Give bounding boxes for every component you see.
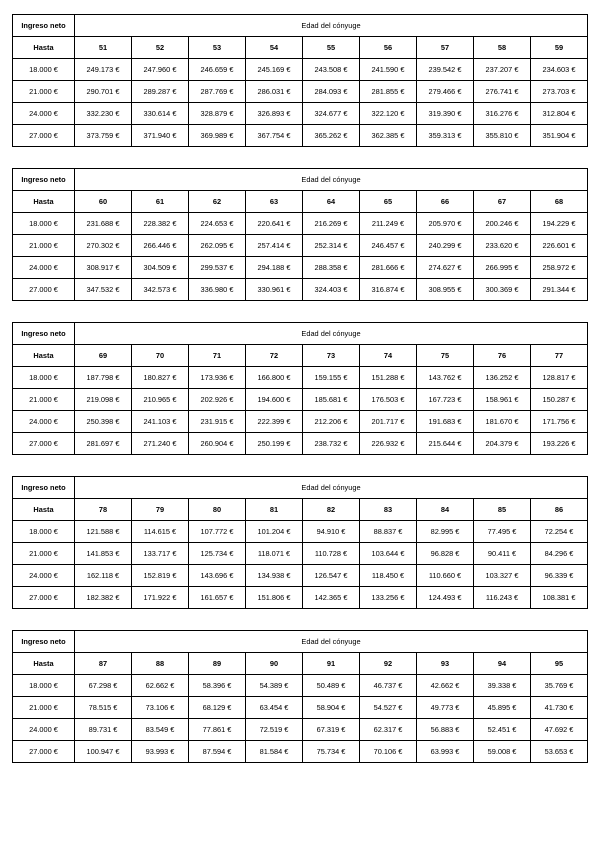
table-row	[13, 125, 588, 147]
income-header: Ingreso neto	[13, 477, 75, 499]
value-cell: 58.904 €	[303, 697, 360, 719]
value-cell: 326.893 €	[246, 103, 303, 125]
value-cell: 136.252 €	[474, 367, 531, 389]
value-cell: 114.615 €	[132, 521, 189, 543]
value-cell: 187.798 €	[75, 367, 132, 389]
value-cell: 245.169 €	[246, 59, 303, 81]
annuity-table	[12, 322, 588, 455]
value-cell: 249.173 €	[75, 59, 132, 81]
age-column-header: 80	[189, 499, 246, 521]
age-column-header: 54	[246, 37, 303, 59]
income-cell: 18.000 €	[13, 521, 75, 543]
value-cell: 87.594 €	[189, 741, 246, 763]
age-column-header: 58	[474, 37, 531, 59]
value-cell: 193.226 €	[531, 433, 588, 455]
hasta-header: Hasta	[13, 653, 75, 675]
value-cell: 167.723 €	[417, 389, 474, 411]
income-header: Ingreso neto	[13, 169, 75, 191]
value-cell: 324.677 €	[303, 103, 360, 125]
value-cell: 332.230 €	[75, 103, 132, 125]
value-cell: 77.861 €	[189, 719, 246, 741]
value-cell: 58.396 €	[189, 675, 246, 697]
table-row	[13, 389, 588, 411]
value-cell: 100.947 €	[75, 741, 132, 763]
value-cell: 210.965 €	[132, 389, 189, 411]
value-cell: 324.403 €	[303, 279, 360, 301]
value-cell: 96.828 €	[417, 543, 474, 565]
table-row	[13, 59, 588, 81]
age-column-header: 89	[189, 653, 246, 675]
age-column-header: 82	[303, 499, 360, 521]
value-cell: 101.204 €	[246, 521, 303, 543]
value-cell: 83.549 €	[132, 719, 189, 741]
value-cell: 108.381 €	[531, 587, 588, 609]
age-column-header: 92	[360, 653, 417, 675]
table-header-row	[13, 169, 588, 191]
value-cell: 231.688 €	[75, 213, 132, 235]
age-column-header: 85	[474, 499, 531, 521]
tables-container	[12, 14, 588, 763]
value-cell: 270.302 €	[75, 235, 132, 257]
value-cell: 150.287 €	[531, 389, 588, 411]
value-cell: 215.644 €	[417, 433, 474, 455]
value-cell: 201.717 €	[360, 411, 417, 433]
value-cell: 281.697 €	[75, 433, 132, 455]
value-cell: 266.995 €	[474, 257, 531, 279]
value-cell: 257.414 €	[246, 235, 303, 257]
age-column-header: 75	[417, 345, 474, 367]
value-cell: 355.810 €	[474, 125, 531, 147]
value-cell: 73.106 €	[132, 697, 189, 719]
hasta-header: Hasta	[13, 345, 75, 367]
value-cell: 90.411 €	[474, 543, 531, 565]
income-cell: 18.000 €	[13, 213, 75, 235]
value-cell: 194.600 €	[246, 389, 303, 411]
value-cell: 284.093 €	[303, 81, 360, 103]
table-subheader-row	[13, 191, 588, 213]
income-cell: 24.000 €	[13, 411, 75, 433]
value-cell: 47.692 €	[531, 719, 588, 741]
value-cell: 118.450 €	[360, 565, 417, 587]
value-cell: 49.773 €	[417, 697, 474, 719]
table-subheader-row	[13, 345, 588, 367]
table-row	[13, 741, 588, 763]
value-cell: 107.772 €	[189, 521, 246, 543]
age-column-header: 55	[303, 37, 360, 59]
value-cell: 143.762 €	[417, 367, 474, 389]
value-cell: 347.532 €	[75, 279, 132, 301]
value-cell: 128.817 €	[531, 367, 588, 389]
value-cell: 260.904 €	[189, 433, 246, 455]
value-cell: 121.588 €	[75, 521, 132, 543]
value-cell: 161.657 €	[189, 587, 246, 609]
age-column-header: 88	[132, 653, 189, 675]
age-column-header: 66	[417, 191, 474, 213]
income-header: Ingreso neto	[13, 323, 75, 345]
age-column-header: 93	[417, 653, 474, 675]
value-cell: 54.527 €	[360, 697, 417, 719]
age-column-header: 83	[360, 499, 417, 521]
value-cell: 81.584 €	[246, 741, 303, 763]
value-cell: 89.731 €	[75, 719, 132, 741]
value-cell: 110.660 €	[417, 565, 474, 587]
value-cell: 54.389 €	[246, 675, 303, 697]
income-cell: 24.000 €	[13, 257, 75, 279]
table-row	[13, 367, 588, 389]
value-cell: 281.855 €	[360, 81, 417, 103]
annuity-table	[12, 14, 588, 147]
value-cell: 367.754 €	[246, 125, 303, 147]
age-column-header: 87	[75, 653, 132, 675]
value-cell: 373.759 €	[75, 125, 132, 147]
table-row	[13, 697, 588, 719]
value-cell: 173.936 €	[189, 367, 246, 389]
value-cell: 124.493 €	[417, 587, 474, 609]
value-cell: 53.653 €	[531, 741, 588, 763]
income-cell: 18.000 €	[13, 59, 75, 81]
value-cell: 231.915 €	[189, 411, 246, 433]
income-cell: 27.000 €	[13, 279, 75, 301]
value-cell: 133.256 €	[360, 587, 417, 609]
age-column-header: 73	[303, 345, 360, 367]
table-row	[13, 411, 588, 433]
age-column-header: 69	[75, 345, 132, 367]
value-cell: 336.980 €	[189, 279, 246, 301]
value-cell: 330.961 €	[246, 279, 303, 301]
value-cell: 316.874 €	[360, 279, 417, 301]
income-cell: 27.000 €	[13, 125, 75, 147]
value-cell: 82.995 €	[417, 521, 474, 543]
value-cell: 351.904 €	[531, 125, 588, 147]
value-cell: 52.451 €	[474, 719, 531, 741]
value-cell: 216.269 €	[303, 213, 360, 235]
table-row	[13, 433, 588, 455]
age-column-header: 65	[360, 191, 417, 213]
value-cell: 159.155 €	[303, 367, 360, 389]
value-cell: 70.106 €	[360, 741, 417, 763]
value-cell: 152.819 €	[132, 565, 189, 587]
table-header-row	[13, 631, 588, 653]
value-cell: 211.249 €	[360, 213, 417, 235]
value-cell: 290.701 €	[75, 81, 132, 103]
income-cell: 21.000 €	[13, 81, 75, 103]
hasta-header: Hasta	[13, 191, 75, 213]
value-cell: 182.382 €	[75, 587, 132, 609]
table-row	[13, 257, 588, 279]
table-row	[13, 675, 588, 697]
age-column-header: 74	[360, 345, 417, 367]
value-cell: 316.276 €	[474, 103, 531, 125]
value-cell: 288.358 €	[303, 257, 360, 279]
value-cell: 241.590 €	[360, 59, 417, 81]
value-cell: 226.932 €	[360, 433, 417, 455]
value-cell: 72.519 €	[246, 719, 303, 741]
table-row	[13, 587, 588, 609]
value-cell: 300.369 €	[474, 279, 531, 301]
value-cell: 78.515 €	[75, 697, 132, 719]
value-cell: 93.993 €	[132, 741, 189, 763]
table-row	[13, 719, 588, 741]
value-cell: 273.703 €	[531, 81, 588, 103]
table-header-row	[13, 15, 588, 37]
value-cell: 143.696 €	[189, 565, 246, 587]
value-cell: 212.206 €	[303, 411, 360, 433]
value-cell: 287.769 €	[189, 81, 246, 103]
value-cell: 289.287 €	[132, 81, 189, 103]
value-cell: 226.601 €	[531, 235, 588, 257]
value-cell: 103.644 €	[360, 543, 417, 565]
value-cell: 72.254 €	[531, 521, 588, 543]
value-cell: 241.103 €	[132, 411, 189, 433]
age-column-header: 67	[474, 191, 531, 213]
table-row	[13, 565, 588, 587]
value-cell: 319.390 €	[417, 103, 474, 125]
value-cell: 41.730 €	[531, 697, 588, 719]
income-cell: 18.000 €	[13, 675, 75, 697]
table-row	[13, 521, 588, 543]
value-cell: 205.970 €	[417, 213, 474, 235]
value-cell: 294.188 €	[246, 257, 303, 279]
age-column-header: 60	[75, 191, 132, 213]
table-row	[13, 235, 588, 257]
income-cell: 27.000 €	[13, 741, 75, 763]
age-column-header: 90	[246, 653, 303, 675]
value-cell: 77.495 €	[474, 521, 531, 543]
value-cell: 330.614 €	[132, 103, 189, 125]
value-cell: 63.993 €	[417, 741, 474, 763]
value-cell: 200.246 €	[474, 213, 531, 235]
value-cell: 96.339 €	[531, 565, 588, 587]
age-column-header: 53	[189, 37, 246, 59]
value-cell: 262.095 €	[189, 235, 246, 257]
age-column-header: 70	[132, 345, 189, 367]
table-row	[13, 543, 588, 565]
value-cell: 62.662 €	[132, 675, 189, 697]
value-cell: 202.926 €	[189, 389, 246, 411]
value-cell: 191.683 €	[417, 411, 474, 433]
value-cell: 118.071 €	[246, 543, 303, 565]
value-cell: 171.922 €	[132, 587, 189, 609]
spouse-age-header: Edad del cónyuge	[75, 169, 588, 191]
value-cell: 110.728 €	[303, 543, 360, 565]
age-column-header: 63	[246, 191, 303, 213]
age-column-header: 72	[246, 345, 303, 367]
income-cell: 18.000 €	[13, 367, 75, 389]
value-cell: 39.338 €	[474, 675, 531, 697]
table-header-row	[13, 477, 588, 499]
table-header-row	[13, 323, 588, 345]
value-cell: 67.319 €	[303, 719, 360, 741]
age-column-header: 52	[132, 37, 189, 59]
value-cell: 103.327 €	[474, 565, 531, 587]
value-cell: 63.454 €	[246, 697, 303, 719]
age-column-header: 59	[531, 37, 588, 59]
value-cell: 194.229 €	[531, 213, 588, 235]
annuity-table	[12, 476, 588, 609]
table-subheader-row	[13, 499, 588, 521]
table-row	[13, 279, 588, 301]
value-cell: 204.379 €	[474, 433, 531, 455]
value-cell: 180.827 €	[132, 367, 189, 389]
spouse-age-header: Edad del cónyuge	[75, 323, 588, 345]
value-cell: 94.910 €	[303, 521, 360, 543]
value-cell: 362.385 €	[360, 125, 417, 147]
value-cell: 151.806 €	[246, 587, 303, 609]
income-cell: 24.000 €	[13, 719, 75, 741]
value-cell: 281.666 €	[360, 257, 417, 279]
spouse-age-header: Edad del cónyuge	[75, 631, 588, 653]
value-cell: 328.879 €	[189, 103, 246, 125]
value-cell: 62.317 €	[360, 719, 417, 741]
value-cell: 246.659 €	[189, 59, 246, 81]
value-cell: 233.620 €	[474, 235, 531, 257]
age-column-header: 94	[474, 653, 531, 675]
value-cell: 125.734 €	[189, 543, 246, 565]
age-column-header: 91	[303, 653, 360, 675]
value-cell: 304.509 €	[132, 257, 189, 279]
age-column-header: 57	[417, 37, 474, 59]
table-row	[13, 81, 588, 103]
table-row	[13, 213, 588, 235]
value-cell: 359.313 €	[417, 125, 474, 147]
value-cell: 45.895 €	[474, 697, 531, 719]
value-cell: 271.240 €	[132, 433, 189, 455]
age-column-header: 78	[75, 499, 132, 521]
value-cell: 162.118 €	[75, 565, 132, 587]
income-cell: 27.000 €	[13, 587, 75, 609]
age-column-header: 76	[474, 345, 531, 367]
value-cell: 222.399 €	[246, 411, 303, 433]
value-cell: 84.296 €	[531, 543, 588, 565]
spouse-age-header: Edad del cónyuge	[75, 477, 588, 499]
value-cell: 75.734 €	[303, 741, 360, 763]
value-cell: 171.756 €	[531, 411, 588, 433]
value-cell: 42.662 €	[417, 675, 474, 697]
value-cell: 234.603 €	[531, 59, 588, 81]
value-cell: 308.917 €	[75, 257, 132, 279]
value-cell: 176.503 €	[360, 389, 417, 411]
value-cell: 134.938 €	[246, 565, 303, 587]
age-column-header: 64	[303, 191, 360, 213]
value-cell: 322.120 €	[360, 103, 417, 125]
value-cell: 308.955 €	[417, 279, 474, 301]
value-cell: 67.298 €	[75, 675, 132, 697]
age-column-header: 81	[246, 499, 303, 521]
value-cell: 166.800 €	[246, 367, 303, 389]
value-cell: 342.573 €	[132, 279, 189, 301]
value-cell: 181.670 €	[474, 411, 531, 433]
age-column-header: 56	[360, 37, 417, 59]
value-cell: 56.883 €	[417, 719, 474, 741]
age-column-header: 51	[75, 37, 132, 59]
value-cell: 142.365 €	[303, 587, 360, 609]
value-cell: 246.457 €	[360, 235, 417, 257]
value-cell: 88.837 €	[360, 521, 417, 543]
value-cell: 243.508 €	[303, 59, 360, 81]
income-cell: 27.000 €	[13, 433, 75, 455]
value-cell: 274.627 €	[417, 257, 474, 279]
value-cell: 185.681 €	[303, 389, 360, 411]
value-cell: 258.972 €	[531, 257, 588, 279]
income-cell: 21.000 €	[13, 697, 75, 719]
value-cell: 35.769 €	[531, 675, 588, 697]
hasta-header: Hasta	[13, 499, 75, 521]
value-cell: 224.653 €	[189, 213, 246, 235]
value-cell: 68.129 €	[189, 697, 246, 719]
income-cell: 21.000 €	[13, 543, 75, 565]
value-cell: 279.466 €	[417, 81, 474, 103]
table-row	[13, 103, 588, 125]
value-cell: 371.940 €	[132, 125, 189, 147]
value-cell: 50.489 €	[303, 675, 360, 697]
value-cell: 286.031 €	[246, 81, 303, 103]
age-column-header: 95	[531, 653, 588, 675]
value-cell: 369.989 €	[189, 125, 246, 147]
annuity-table	[12, 168, 588, 301]
income-cell: 24.000 €	[13, 565, 75, 587]
value-cell: 141.853 €	[75, 543, 132, 565]
age-column-header: 68	[531, 191, 588, 213]
value-cell: 220.641 €	[246, 213, 303, 235]
value-cell: 247.960 €	[132, 59, 189, 81]
value-cell: 228.382 €	[132, 213, 189, 235]
value-cell: 46.737 €	[360, 675, 417, 697]
value-cell: 312.804 €	[531, 103, 588, 125]
value-cell: 116.243 €	[474, 587, 531, 609]
value-cell: 252.314 €	[303, 235, 360, 257]
age-column-header: 61	[132, 191, 189, 213]
age-column-header: 86	[531, 499, 588, 521]
value-cell: 151.288 €	[360, 367, 417, 389]
age-column-header: 71	[189, 345, 246, 367]
age-column-header: 62	[189, 191, 246, 213]
value-cell: 237.207 €	[474, 59, 531, 81]
age-column-header: 77	[531, 345, 588, 367]
value-cell: 250.398 €	[75, 411, 132, 433]
hasta-header: Hasta	[13, 37, 75, 59]
value-cell: 276.741 €	[474, 81, 531, 103]
value-cell: 158.961 €	[474, 389, 531, 411]
value-cell: 365.262 €	[303, 125, 360, 147]
value-cell: 299.537 €	[189, 257, 246, 279]
age-column-header: 79	[132, 499, 189, 521]
income-cell: 21.000 €	[13, 235, 75, 257]
income-header: Ingreso neto	[13, 631, 75, 653]
value-cell: 219.098 €	[75, 389, 132, 411]
income-cell: 24.000 €	[13, 103, 75, 125]
value-cell: 238.732 €	[303, 433, 360, 455]
value-cell: 59.008 €	[474, 741, 531, 763]
value-cell: 239.542 €	[417, 59, 474, 81]
age-column-header: 84	[417, 499, 474, 521]
spouse-age-header: Edad del cónyuge	[75, 15, 588, 37]
value-cell: 266.446 €	[132, 235, 189, 257]
value-cell: 240.299 €	[417, 235, 474, 257]
income-header: Ingreso neto	[13, 15, 75, 37]
value-cell: 250.199 €	[246, 433, 303, 455]
table-subheader-row	[13, 653, 588, 675]
income-cell: 21.000 €	[13, 389, 75, 411]
table-subheader-row	[13, 37, 588, 59]
value-cell: 133.717 €	[132, 543, 189, 565]
annuity-table	[12, 630, 588, 763]
value-cell: 126.547 €	[303, 565, 360, 587]
value-cell: 291.344 €	[531, 279, 588, 301]
